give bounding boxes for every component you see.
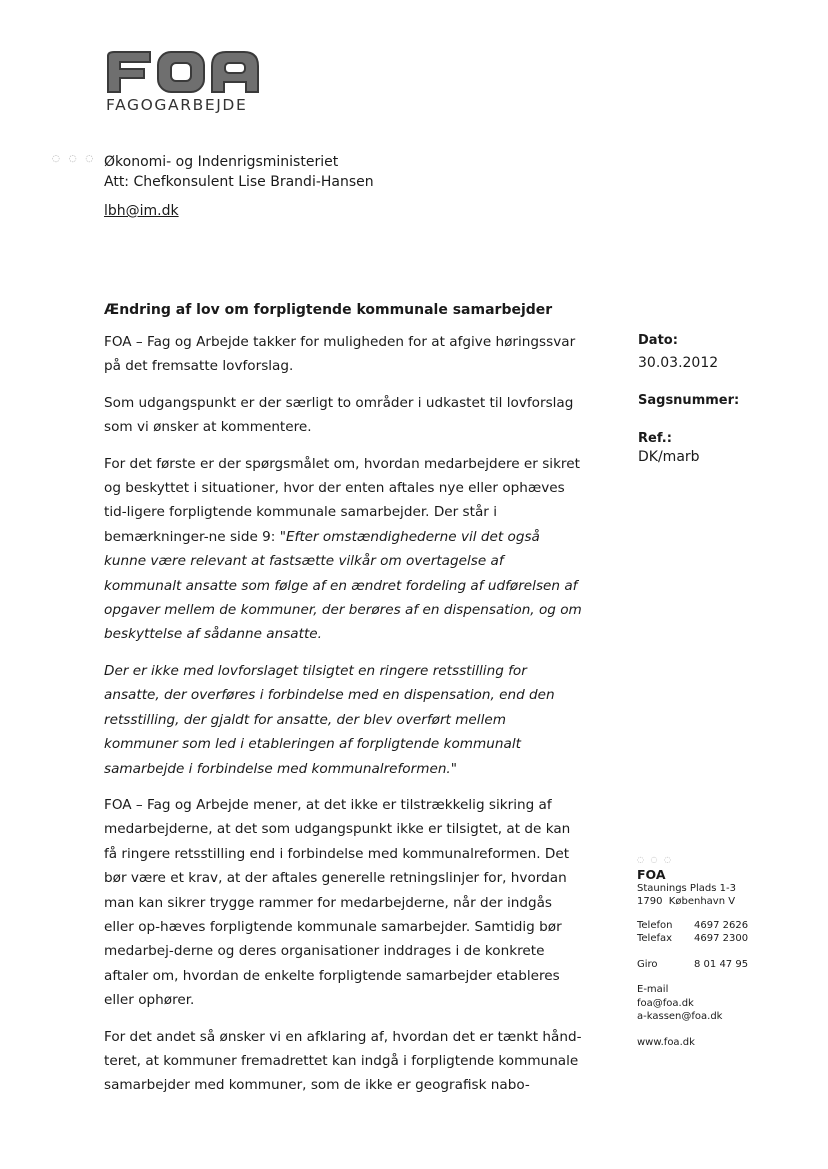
email-label: E-mail [637, 984, 669, 995]
recipient-block [104, 152, 374, 192]
contact-address-1: Staunings Plads 1-3 [637, 882, 736, 894]
contact-block [637, 853, 787, 1049]
fax-row [637, 932, 787, 946]
recipient-attention: Att: Chefkonsulent Lise Brandi-Hansen [104, 174, 374, 190]
phone-row [637, 919, 787, 933]
fax-label: Telefax [637, 933, 673, 944]
scan-mark: ◌ ◌ ◌ [52, 154, 97, 164]
contact-email-1[interactable]: foa@foa.dk [637, 997, 694, 1009]
phone-label: Telefon [637, 919, 673, 931]
paragraph-6: For det andet så ønsker vi en afklaring af, hvordan det er tænkt hånd-teret, at kommuner fremadrettet kan indgå i forpligtende kommunale samarbejder med kommuner, som de ikke er geografisk nabo- [104, 1028, 582, 1094]
giro-value: 8 01 47 95 [694, 958, 749, 970]
recipient-ministry: Økonomi- og Indenrigsministeriet [104, 154, 339, 170]
date-value: 30.03.2012 [638, 355, 719, 371]
date-label: Dato: [638, 333, 678, 348]
paragraph-3 [104, 452, 584, 647]
ref-label: Ref.: [638, 431, 672, 446]
paragraph-2: Som udgangspunkt er der særligt to områder i udkastet til lovforslag som vi ønsker at kommentere. [104, 394, 574, 436]
contact-email-2[interactable]: a-kassen@foa.dk [637, 1011, 723, 1022]
case-number-label: Sagsnummer: [638, 393, 740, 408]
recipient-email-link[interactable]: lbh@im.dk [104, 203, 179, 219]
ref-value: DK/marb [638, 449, 700, 465]
contact-address-2: 1790 København V [637, 896, 736, 907]
paragraph-3-quote: "Efter omstændighederne vil det også kunne være relevant at fastsætte vilkår om overtagelse af kommunalt ansatte som følge af en ændret fordeling af udførelsen af opgaver mellem de kommuner, der berøres af en dispensation, og om beskyttelse af sådanne ansatte. [104, 528, 582, 643]
paragraph-1: FOA – Fag og Arbejde takker for muligheden for at afgive høringssvar på det fremsatte lovforslag. [104, 334, 576, 375]
letter-subject: Ændring af lov om forpligtende kommunale samarbejder [104, 302, 553, 318]
contact-website[interactable]: www.foa.dk [637, 1036, 695, 1048]
fax-value: 4697 2300 [694, 933, 749, 944]
foa-logo [104, 50, 274, 114]
meta-column [638, 332, 739, 466]
foa-wordmark [104, 50, 264, 94]
letter-body [104, 330, 584, 1110]
giro-label: Giro [637, 958, 658, 970]
contact-mark: ◌ ◌ ◌ [637, 855, 674, 864]
paragraph-3-intro: For det første er der spørgsmålet om, hvordan medarbejdere er sikret og beskyttet i situationer, hvor der enten aftales nye eller ophæves tid-ligere forpligtende kommunale samarbejder. Der står i bemærkninger-ne side 9: [104, 455, 580, 545]
contact-org: FOA [637, 866, 666, 882]
paragraph-5: FOA – Fag og Arbejde mener, at det ikke er tilstrækkelig sikring af medarbejderne, at det som udgangspunkt ikke er tilsigtet, at de kan få ringere retsstilling end i forbindelse med kommunalreformen. Det bør være et krav, at der aftales generelle retningslinjer for, hvordan man kan sikrer trygge rammer for medarbejderne, når der indgås eller op-hæves forpligtende kommunale samarbejder. Samtidig bør medarbej-derne og deres organisationer inddrages i de konkrete aftaler om, hvordan de enkelte forpligtende samarbejder etableres eller ophører. [104, 796, 571, 1009]
logo-tagline: FAGOGARBEJDE [106, 96, 248, 114]
giro-row [637, 958, 787, 972]
phone-value: 4697 2626 [694, 919, 749, 931]
paragraph-4-quote: Der er ikke med lovforslaget tilsigtet en ringere retsstilling for ansatte, der overføres i forbindelse med en dispensation, end den retsstilling, der gjaldt for ansatte, der blev overført mellem kommuner som led i etableringen af forpligtende kommunalt samarbejde i forbindelse med kommunalreformen." [104, 662, 555, 777]
